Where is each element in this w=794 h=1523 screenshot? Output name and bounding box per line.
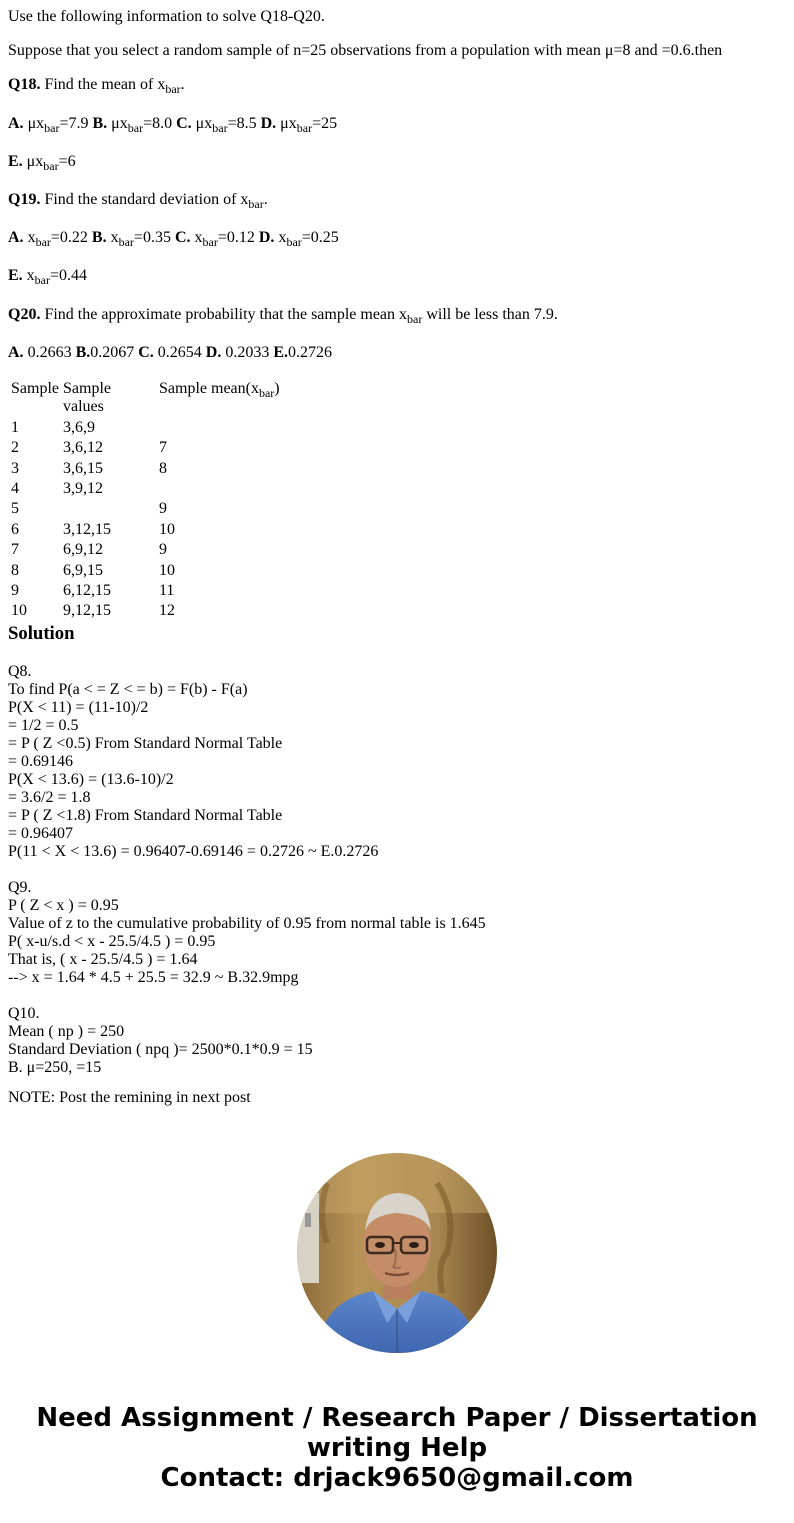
q19-option-d-text: x — [274, 229, 287, 246]
q19-option-a-value: =0.22 — [50, 229, 88, 246]
q19-option-e-sub: bar — [34, 273, 50, 287]
solution-line: That is, ( x - 25.5/4.5 ) = 1.64 — [8, 951, 198, 968]
solution-line: Q10. — [8, 1005, 40, 1022]
solution-line: Q9. — [8, 879, 32, 896]
q20-option-d-letter: D. — [205, 344, 222, 361]
q19-option-b-text: x — [106, 229, 119, 246]
solution-line: = 0.69146 — [8, 753, 74, 770]
q18-option-c-letter: C. — [176, 115, 192, 132]
solution-line: = 0.96407 — [8, 825, 74, 842]
table-row — [10, 500, 290, 518]
q18-option-d-text: μx — [276, 115, 297, 132]
cell-sample-values: 3,9,12 — [63, 479, 103, 497]
cell-sample: 10 — [11, 602, 27, 620]
cell-sample-mean: 7 — [159, 439, 167, 457]
solution-line: B. μ=250, =15 — [8, 1059, 102, 1076]
q19-option-b-sub: bar — [118, 235, 134, 249]
q18-option-b-sub: bar — [127, 121, 144, 135]
q19-label: Q19. — [8, 191, 41, 208]
q18-option-d-value: =25 — [312, 115, 338, 132]
q20-options — [8, 344, 332, 362]
header-sample-mean-text: Sample mean(x — [159, 380, 259, 397]
author-photo — [297, 1153, 497, 1353]
header-sample: Sample — [11, 380, 59, 397]
solution-text — [8, 663, 486, 1077]
q18-option-e-letter: E. — [8, 153, 23, 170]
q20-text: Find the approximate probability that the sample mean x — [40, 306, 408, 323]
cell-sample-mean: 10 — [159, 520, 175, 538]
cell-sample-mean — [158, 480, 290, 498]
q19-text: Find the standard deviation of x — [40, 191, 249, 208]
intro-text: Use the following information to solve Q18-Q20. — [8, 8, 325, 25]
table-row — [10, 541, 290, 559]
solution-line — [8, 861, 486, 879]
q18-option-e-text: μx — [22, 153, 44, 170]
q20-option-a-letter: A. — [8, 344, 24, 361]
q18-option-a-text: μx — [23, 115, 45, 132]
ad-line-1: Need Assignment / Research Paper / Dissertation — [36, 1403, 758, 1433]
q19-option-b-value: =0.35 — [133, 229, 171, 246]
ad-contact: Contact: drjack9650@gmail.com — [160, 1463, 634, 1493]
solution-line: P(X < 13.6) = (13.6-10)/2 — [8, 771, 174, 788]
q20-option-b-value: 0.2067 — [90, 344, 139, 361]
q18-option-b-letter: B. — [92, 115, 108, 132]
cell-sample-mean: 11 — [159, 581, 175, 599]
q20-option-e-letter: E. — [273, 344, 289, 361]
table-row — [10, 562, 290, 580]
cell-sample-mean — [158, 419, 290, 437]
solution-line: To find P(a < = Z < = b) = F(b) - F(a) — [8, 681, 248, 698]
cell-sample-values: 6,12,15 — [63, 581, 111, 599]
cell-sample-values: 3,12,15 — [63, 520, 111, 538]
q18-label: Q18. — [8, 76, 41, 93]
q19-option-e — [8, 267, 87, 285]
q20-option-a-value: 0.2663 — [23, 344, 76, 361]
q20-option-c-letter: C. — [138, 344, 154, 361]
ad-line-2: writing Help — [306, 1433, 488, 1463]
q18-question — [8, 76, 185, 94]
header-sample-values: Sample values — [63, 380, 111, 416]
solution-line: P(X < 11) = (11-10)/2 — [8, 699, 149, 716]
solution-line: P ( Z < x ) = 0.95 — [8, 897, 119, 914]
q18-sub: bar — [165, 82, 181, 96]
table-header-row — [10, 380, 290, 417]
cell-sample-values: 3,6,9 — [63, 418, 95, 436]
table-row — [10, 460, 290, 478]
q19-option-d-sub: bar — [286, 235, 302, 249]
q19-option-c-letter: C. — [174, 229, 191, 246]
cell-sample: 4 — [11, 479, 19, 497]
q19-option-e-text: x — [22, 267, 35, 284]
header-sample-mean-close: ) — [274, 380, 280, 397]
solution-line: = 3.6/2 = 1.8 — [8, 789, 91, 806]
q18-text: Find the mean of x — [40, 76, 166, 93]
cell-sample: 7 — [11, 541, 19, 559]
solution-line — [8, 987, 486, 1005]
q18-option-e-value: =6 — [58, 153, 76, 170]
q19-sub: bar — [248, 197, 264, 211]
solution-line: = P ( Z <1.8) From Standard Normal Table — [8, 807, 283, 824]
solution-heading: Solution — [8, 623, 75, 644]
cell-sample: 8 — [11, 561, 19, 579]
header-sample-mean — [158, 380, 290, 417]
solution-line: Mean ( np ) = 250 — [8, 1023, 125, 1040]
solution-line: P( x-u/s.d < x - 25.5/4.5 ) = 0.95 — [8, 933, 216, 950]
q20-option-e-value: 0.2726 — [288, 344, 333, 361]
cell-sample-mean: 9 — [159, 541, 167, 559]
solution-line: Standard Deviation ( npq )= 2500*0.1*0.9 = 15 — [8, 1041, 313, 1058]
cell-sample-values: 3,6,15 — [63, 459, 103, 477]
q18-text-end: . — [180, 76, 185, 93]
cell-sample-values: 6,9,12 — [63, 541, 103, 559]
q19-option-a-text: x — [23, 229, 36, 246]
cell-sample-values: 6,9,15 — [63, 561, 103, 579]
solution-line: Value of z to the cumulative probability of 0.95 from normal table is 1.645 — [8, 915, 486, 932]
table-row — [10, 439, 290, 457]
cell-sample-mean: 10 — [159, 561, 175, 579]
q19-option-c-sub: bar — [202, 235, 218, 249]
sample-table — [8, 378, 292, 623]
q18-option-b-value: =8.0 — [143, 115, 173, 132]
q20-sub: bar — [407, 312, 423, 326]
table-body — [10, 419, 290, 621]
q20-label: Q20. — [8, 306, 41, 323]
q18-option-c-sub: bar — [212, 121, 228, 135]
q19-option-c-text: x — [190, 229, 203, 246]
q19-option-a-sub: bar — [35, 235, 51, 249]
q19-option-c-value: =0.12 — [217, 229, 255, 246]
q18-option-a-letter: A. — [8, 115, 24, 132]
note-text: NOTE: Post the remining in next post — [8, 1089, 251, 1106]
q18-option-e — [8, 153, 76, 171]
author-avatar — [297, 1153, 497, 1353]
cell-sample-values: 3,6,12 — [63, 439, 103, 457]
cell-sample: 9 — [11, 581, 19, 599]
solution-line: Q8. — [8, 663, 32, 680]
q20-question — [8, 306, 558, 324]
q19-option-e-value: =0.44 — [50, 267, 88, 284]
table-row — [10, 582, 290, 600]
q18-option-c-text: μx — [191, 115, 213, 132]
q19-option-a-letter: A. — [8, 229, 24, 246]
table-row — [10, 521, 290, 539]
q18-option-b-text: μx — [107, 115, 128, 132]
solution-line: P(11 < X < 13.6) = 0.96407-0.69146 = 0.2726 ~ E.0.2726 — [8, 843, 379, 860]
q20-option-b-letter: B. — [75, 344, 91, 361]
solution-line: = 1/2 = 0.5 — [8, 717, 79, 734]
header-sample-mean-sub: bar — [258, 386, 275, 400]
cell-sample-mean: 12 — [159, 602, 175, 620]
q18-option-a-sub: bar — [44, 121, 60, 135]
q18-option-d-sub: bar — [296, 121, 313, 135]
q20-option-d-value: 0.2033 — [221, 344, 274, 361]
q19-option-d-letter: D. — [258, 229, 275, 246]
table-row — [10, 602, 290, 620]
cell-sample-values: 9,12,15 — [63, 602, 111, 620]
cell-sample: 6 — [11, 520, 19, 538]
solution-line: = P ( Z <0.5) From Standard Normal Table — [8, 735, 283, 752]
q19-options — [8, 229, 339, 247]
q18-options — [8, 115, 337, 133]
cell-sample-mean: 9 — [159, 500, 167, 518]
cell-sample: 2 — [11, 439, 19, 457]
cell-sample-values — [62, 500, 156, 518]
q18-option-d-letter: D. — [260, 115, 277, 132]
q19-option-b-letter: B. — [91, 229, 107, 246]
q18-option-c-value: =8.5 — [227, 115, 257, 132]
q19-question — [8, 191, 268, 209]
cell-sample: 1 — [11, 418, 19, 436]
table-row — [10, 419, 290, 437]
q19-option-e-letter: E. — [8, 267, 23, 284]
problem-statement: Suppose that you select a random sample of n=25 observations from a population with mean μ=8 and =0.6.then — [8, 42, 723, 59]
q19-option-d-value: =0.25 — [301, 229, 339, 246]
advertisement-banner — [0, 1403, 794, 1493]
q19-text-end: . — [263, 191, 268, 208]
q20-text-end: will be less than 7.9. — [422, 306, 558, 323]
q18-option-a-value: =7.9 — [59, 115, 89, 132]
cell-sample: 5 — [11, 500, 19, 518]
table-row — [10, 480, 290, 498]
q20-option-c-value: 0.2654 — [153, 344, 206, 361]
cell-sample-mean: 8 — [159, 459, 167, 477]
solution-line: --> x = 1.64 * 4.5 + 25.5 = 32.9 ~ B.32.9mpg — [8, 969, 299, 986]
cell-sample: 3 — [11, 459, 19, 477]
q18-option-e-sub: bar — [43, 159, 59, 173]
